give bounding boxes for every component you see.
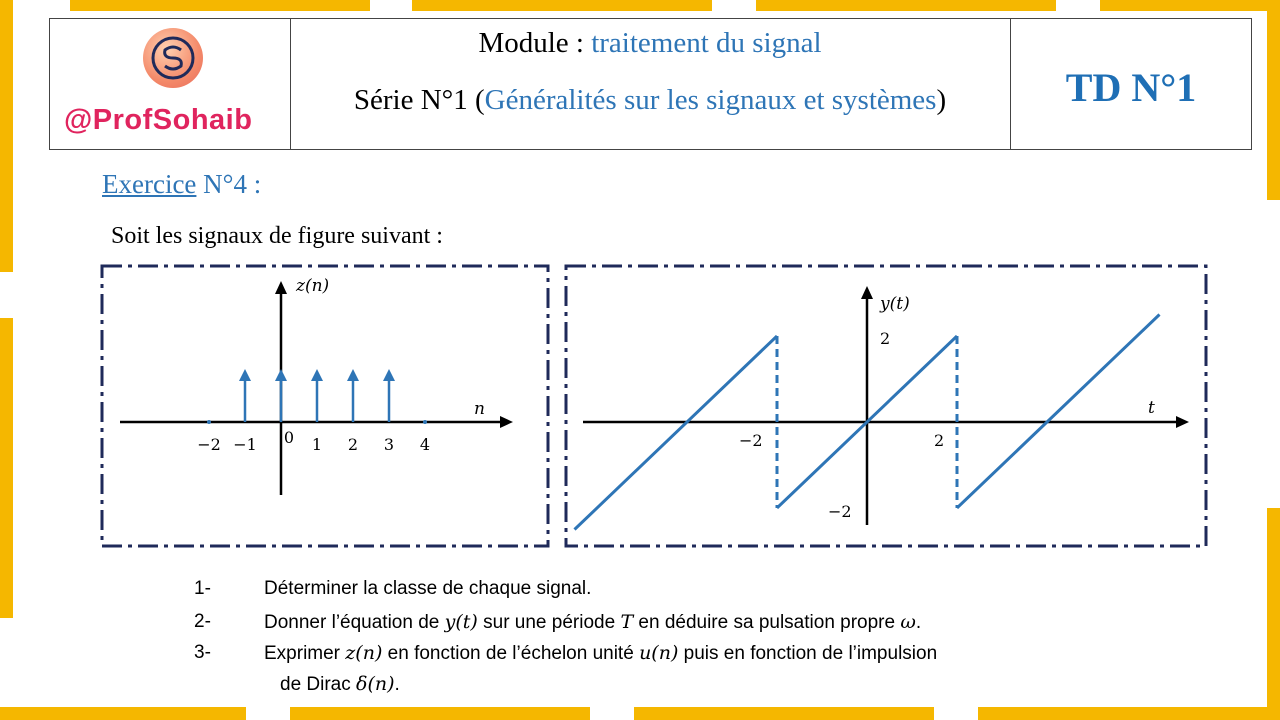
td-title: TD N°1 [1065, 65, 1197, 110]
question-number: 1- [194, 578, 211, 599]
question-text-part: en fonction de l’échelon unité [382, 643, 640, 664]
question-number: 3- [194, 642, 211, 663]
question-item [194, 673, 1154, 701]
z-tick-label: 2 [347, 435, 359, 454]
figure-y-xtick-neg2: −2 [739, 431, 763, 450]
exercise-intro: Soit les signaux de figure suivant : [111, 223, 443, 249]
question-text-part: Donner l’équation de [264, 612, 445, 633]
math-expression: δ(n) [356, 673, 395, 695]
question-item [194, 611, 1154, 639]
figure-y-ytick-neg2: −2 [828, 502, 852, 521]
figure-z-ylabel: z(n) [296, 276, 330, 296]
question-text-part: Exprimer [264, 643, 346, 664]
figure-y-y-arrow [861, 286, 873, 299]
y-ramp-segment [957, 315, 1160, 509]
figure-z-xlabel: n [474, 399, 485, 419]
z-tick-label: 4 [419, 435, 431, 454]
question-text-part: puis en fonction de l’impulsion [678, 643, 938, 664]
z-tick-label: 0 [283, 428, 295, 447]
math-expression: y(t) [444, 611, 478, 633]
logo-text: @ProfSohaib [64, 104, 253, 136]
question-number: 2- [194, 611, 211, 632]
figure-y-ytick-2: 2 [880, 329, 891, 348]
question-text [264, 578, 591, 600]
math-expression: ω [900, 611, 916, 633]
z-tick-label: −2 [197, 435, 221, 454]
question-item [194, 642, 1154, 670]
question-text-part: . [394, 674, 400, 695]
figure-y-xtick-2: 2 [934, 431, 945, 450]
z-tick-label: 3 [383, 435, 395, 454]
question-text-part: de Dirac [280, 674, 357, 695]
module-name: traitement du signal [591, 27, 822, 59]
figure-y-xlabel: t [1148, 398, 1155, 418]
figure-y-ylabel: y(t) [880, 294, 910, 314]
exercise-title-rest: N°4 : [196, 169, 262, 199]
z-tick-label: 1 [311, 435, 323, 454]
serie-topic: Généralités sur les signaux et systèmes [484, 84, 937, 116]
math-expression: T [620, 611, 634, 633]
serie-prefix: Série N°1 ( [353, 84, 485, 116]
question-item [194, 578, 1154, 606]
serie-suffix: ) [936, 84, 947, 116]
module-prefix: Module : [478, 27, 592, 59]
math-expression: u(n) [639, 642, 679, 664]
question-text [264, 642, 937, 665]
question-text-part: sur une période [477, 612, 621, 633]
z-tick-label: −1 [233, 435, 257, 454]
math-expression: z(n) [345, 642, 383, 664]
figure-y-x-arrow [1176, 416, 1189, 428]
question-text [264, 611, 921, 634]
exercise-title-word: Exercice [102, 169, 197, 199]
question-text-part: Déterminer la classe de chaque signal. [264, 578, 592, 599]
question-text [280, 673, 400, 696]
question-text-part: . [915, 612, 922, 633]
question-text-part: en déduire sa pulsation propre [633, 612, 901, 633]
